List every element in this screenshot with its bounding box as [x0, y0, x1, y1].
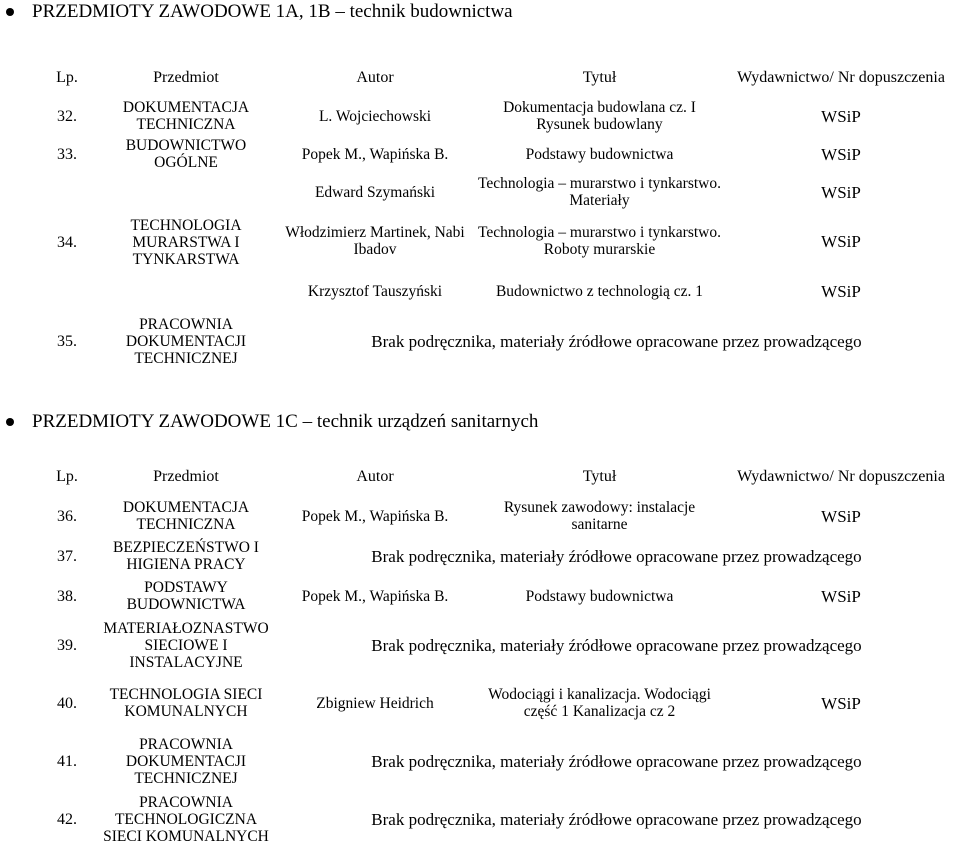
table-row — [37, 172, 958, 212]
row-wydawnictwo: WSiP — [821, 182, 861, 202]
row-autor: Włodzimierz Martinek, Nabi Ibadov — [285, 224, 465, 258]
table-row — [37, 732, 958, 790]
row-lp: 39. — [57, 636, 77, 654]
row-autor: L. Wojciechowski — [318, 107, 432, 125]
row-wydawnictwo: WSiP — [821, 586, 861, 606]
row-wydawnictwo: WSiP — [821, 106, 861, 126]
row-brak-podrecznika: Brak podręcznika, materiały źródłowe opracowane przez prowadzącego — [371, 331, 862, 351]
row-przedmiot: DOKUMENTACJA TECHNICZNA — [122, 499, 250, 533]
row-autor: Popek M., Wapińska B. — [301, 145, 449, 163]
header-lp: Lp. — [56, 68, 78, 86]
row-autor: Popek M., Wapińska B. — [301, 507, 449, 525]
row-brak-podrecznika: Brak podręcznika, materiały źródłowe opracowane przez prowadzącego — [371, 751, 862, 771]
row-autor: Krzysztof Tauszyński — [307, 282, 443, 300]
row-tytul: Technologia – murarstwo i tynkarstwo. Roboty murarskie — [478, 224, 721, 258]
row-lp: 42. — [57, 810, 77, 828]
table-row — [37, 790, 958, 848]
row-wydawnictwo: WSiP — [821, 506, 861, 526]
row-autor: Popek M., Wapińska B. — [301, 587, 449, 605]
row-tytul: Wodociągi i kanalizacja. Wodociągi część 1 Kanalizacja cz 2 — [488, 686, 711, 720]
table-header-row — [37, 58, 958, 96]
row-lp: 35. — [57, 332, 77, 350]
bullet-icon — [6, 8, 14, 16]
header-wydawnictwo: Wydawnictwo/ Nr dopuszczenia — [737, 68, 945, 86]
row-lp: 37. — [57, 547, 77, 565]
row-tytul: Podstawy budownictwa — [525, 145, 674, 163]
table-row — [37, 536, 958, 576]
row-tytul: Podstawy budownictwa — [525, 587, 674, 605]
row-brak-podrecznika: Brak podręcznika, materiały źródłowe opracowane przez prowadzącego — [371, 809, 862, 829]
row-przedmiot: TECHNOLOGIA MURARSTWA I TYNKARSTWA — [130, 216, 242, 268]
row-tytul: Budownictwo z technologią cz. 1 — [495, 282, 704, 300]
header-przedmiot: Przedmiot — [153, 467, 219, 485]
section1-table — [37, 58, 958, 370]
row-przedmiot: PRACOWNIA TECHNOLOGICZNA SIECI KOMUNALNYCH — [103, 793, 269, 845]
table-row — [37, 576, 958, 616]
row-wydawnictwo: WSiP — [821, 281, 861, 301]
row-tytul: Technologia – murarstwo i tynkarstwo. Materiały — [478, 175, 721, 209]
header-tytul: Tytuł — [582, 68, 617, 86]
row-wydawnictwo: WSiP — [821, 231, 861, 251]
row-przedmiot: BUDOWNICTWO OGÓLNE — [125, 137, 247, 171]
row-przedmiot: PRACOWNIA DOKUMENTACJI TECHNICZNEJ — [125, 315, 247, 367]
row-lp: 32. — [57, 107, 77, 125]
table-row — [37, 616, 958, 674]
row-tytul: Rysunek zawodowy: instalacje sanitarne — [503, 499, 696, 533]
table-header-row — [37, 456, 958, 496]
row-przedmiot: DOKUMENTACJA TECHNICZNA — [122, 99, 250, 133]
row-lp: 33. — [57, 145, 77, 163]
row-przedmiot: MATERIAŁOZNASTWO SIECIOWE I INSTALACYJNE — [103, 619, 269, 671]
table-row — [37, 136, 958, 172]
table-row — [37, 496, 958, 536]
row-lp: 36. — [57, 507, 77, 525]
row-wydawnictwo: WSiP — [821, 693, 861, 713]
table-row — [37, 312, 958, 370]
header-autor: Autor — [356, 68, 394, 86]
row-przedmiot: PODSTAWY BUDOWNICTWA — [126, 579, 246, 613]
header-lp: Lp. — [56, 467, 78, 485]
section2-heading — [0, 410, 538, 434]
header-przedmiot: Przedmiot — [153, 68, 219, 86]
table-row — [37, 96, 958, 136]
row-wydawnictwo: WSiP — [821, 144, 861, 164]
row-tytul: Dokumentacja budowlana cz. I Rysunek budowlany — [503, 99, 696, 133]
section2-table — [37, 456, 958, 848]
section1-heading-text: PRZEDMIOTY ZAWODOWE 1A, 1B – technik budownictwa — [32, 1, 513, 22]
header-wydawnictwo: Wydawnictwo/ Nr dopuszczenia — [737, 467, 945, 485]
row-brak-podrecznika: Brak podręcznika, materiały źródłowe opracowane przez prowadzącego — [371, 546, 862, 566]
row-lp: 41. — [57, 752, 77, 770]
section1-heading — [0, 0, 513, 24]
row-lp: 34. — [57, 233, 77, 251]
row-przedmiot: BEZPIECZEŃSTWO I HIGIENA PRACY — [113, 539, 259, 573]
row-lp: 40. — [57, 694, 77, 712]
row-przedmiot: PRACOWNIA DOKUMENTACJI TECHNICZNEJ — [125, 735, 247, 787]
row-przedmiot: TECHNOLOGIA SIECI KOMUNALNYCH — [109, 686, 263, 720]
row-lp: 38. — [57, 587, 77, 605]
section2-heading-text: PRZEDMIOTY ZAWODOWE 1C – technik urządzeń sanitarnych — [32, 411, 539, 432]
bullet-icon — [6, 418, 14, 426]
table-row — [37, 674, 958, 732]
row-autor: Zbigniew Heidrich — [316, 694, 434, 712]
header-tytul: Tytuł — [582, 467, 617, 485]
header-autor: Autor — [356, 467, 394, 485]
row-autor: Edward Szymański — [314, 183, 436, 201]
row-brak-podrecznika: Brak podręcznika, materiały źródłowe opracowane przez prowadzącego — [371, 635, 862, 655]
